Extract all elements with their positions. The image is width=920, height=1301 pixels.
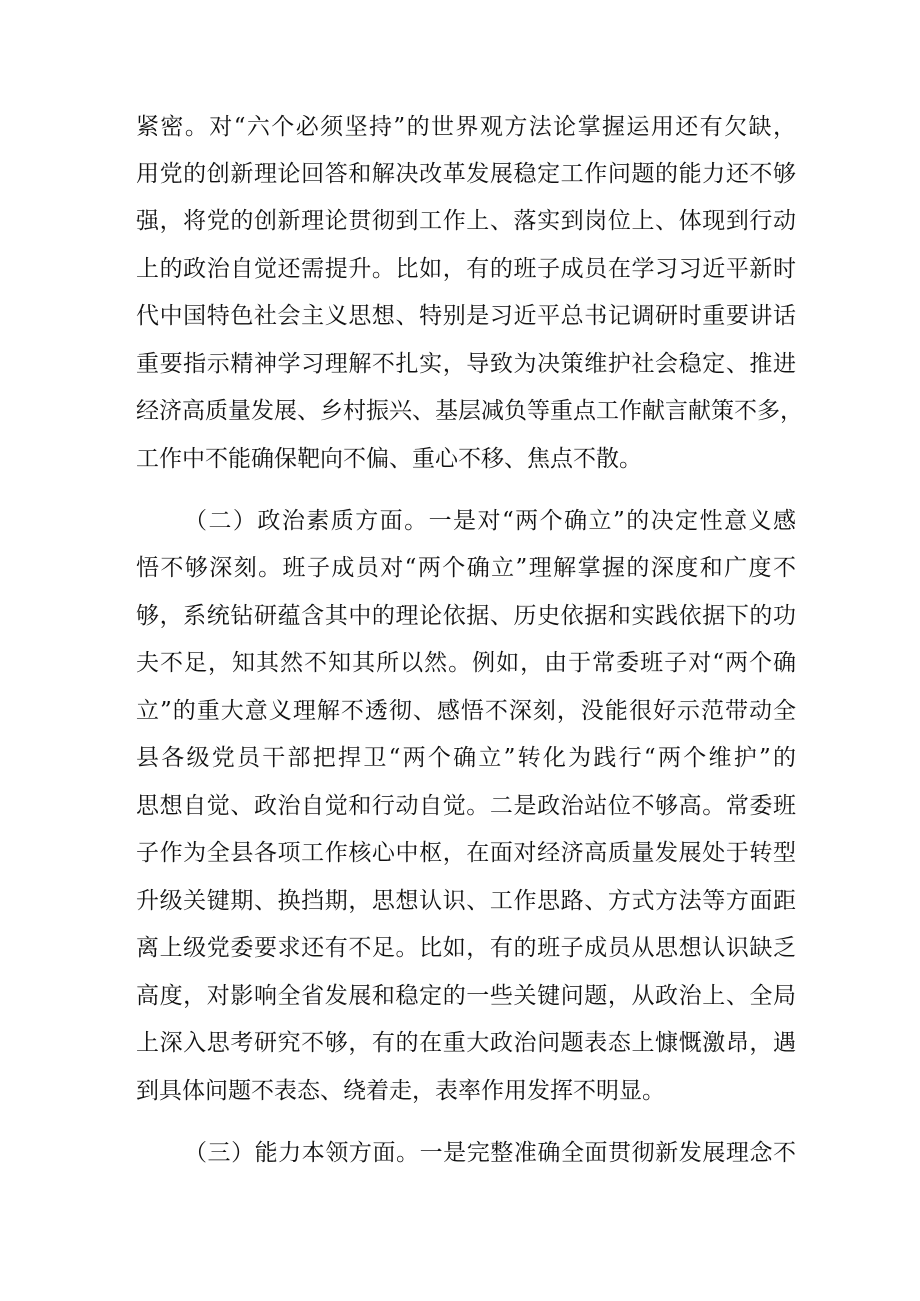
text-line: 够，系统钻研蕴含其中的理论依据、历史依据和实践依据下的功: [136, 603, 796, 629]
text-line: 工作中不能确保靶向不偏、重心不移、焦点不散。: [136, 446, 642, 472]
text-line: 经济高质量发展、乡村振兴、基层减负等重点工作献言献策不多，: [136, 398, 803, 424]
text-line: 思想自觉、政治自觉和行动自觉。二是政治站位不够高。常委班: [136, 793, 796, 819]
text-line: 夫不足，知其然不知其所以然。例如，由于常委班子对“两个确: [136, 650, 796, 676]
text-line: 强，将党的创新理论贯彻到工作上、落实到岗位上、体现到行动: [136, 208, 796, 234]
text-line: 紧密。对“六个必须坚持”的世界观方法论掌握运用还有欠缺，: [136, 114, 796, 140]
text-line: 子作为全县各项工作核心中枢，在面对经济高质量发展处于转型: [136, 840, 796, 866]
text-line: 到具体问题不表态、绕着走，表率作用发挥不明显。: [136, 1078, 665, 1104]
text-line: 高度，对影响全省发展和稳定的一些关键问题，从政治上、全局: [136, 983, 796, 1009]
text-line: 上的政治自觉还需提升。比如，有的班子成员在学习习近平新时: [136, 256, 796, 282]
text-line: 代中国特色社会主义思想、特别是习近平总书记调研时重要讲话: [136, 303, 796, 329]
text-line: 用党的创新理论回答和解决改革发展稳定工作问题的能力还不够: [136, 161, 796, 187]
text-line: 县各级党员干部把捍卫“两个确立”转化为践行“两个维护”的: [136, 745, 796, 771]
text-line: 升级关键期、换挡期，思想认识、工作思路、方式方法等方面距: [136, 888, 796, 914]
paragraph-heading-line: （三）能力本领方面。一是完整准确全面贯彻新发展理念不: [184, 1140, 796, 1166]
text-line: 离上级党委要求还有不足。比如，有的班子成员从思想认识缺乏: [136, 935, 796, 961]
paragraph-heading-line: （二）政治素质方面。一是对“两个确立”的决定性意义感: [184, 508, 796, 534]
text-line: 悟不够深刻。班子成员对“两个确立”理解掌握的深度和广度不: [136, 555, 796, 581]
text-line: 上深入思考研究不够，有的在重大政治问题表态上慷慨激昂，遇: [136, 1030, 796, 1056]
text-line: 立”的重大意义理解不透彻、感悟不深刻，没能很好示范带动全: [136, 698, 796, 724]
text-line: 重要指示精神学习理解不扎实，导致为决策维护社会稳定、推进: [136, 351, 796, 377]
